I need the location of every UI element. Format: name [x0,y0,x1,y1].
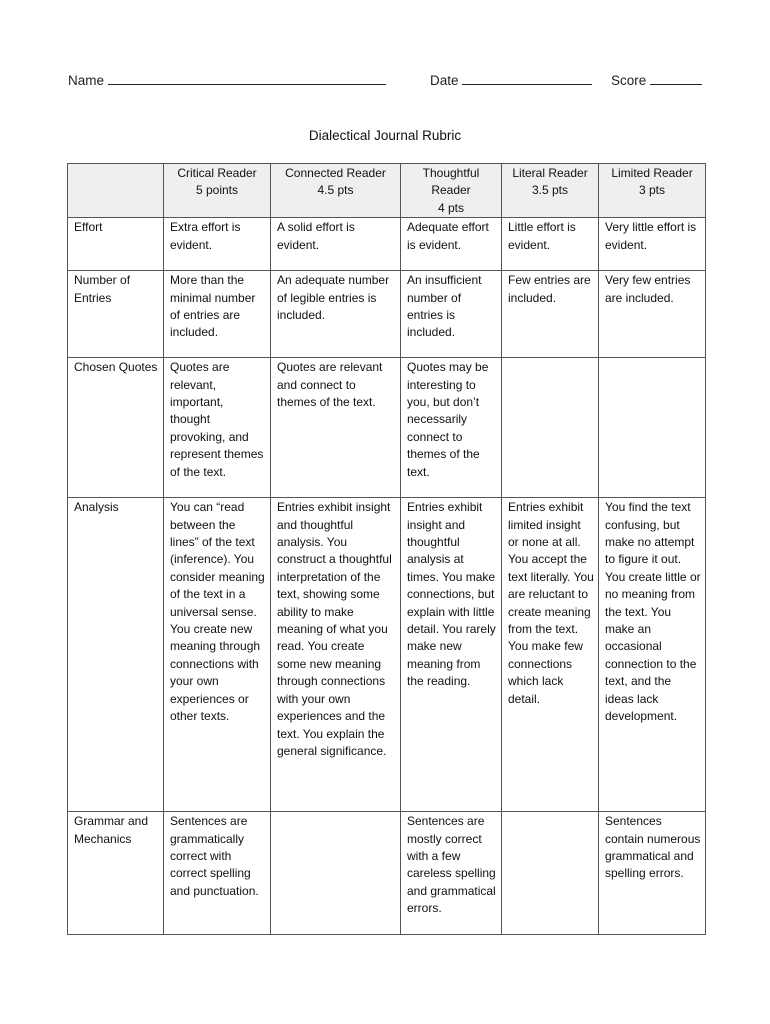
rubric-cell: A solid effort is evident. [271,218,401,271]
column-label: Critical Reader [177,166,257,180]
column-points: 3.5 pts [531,183,569,198]
column-points: 4 pts [437,200,464,215]
column-header-critical-reader [164,164,271,218]
criterion-cell: Grammar and Mechanics [68,812,164,935]
score-blank-line[interactable] [650,70,702,85]
rubric-cell: More than the minimal number of entries are included. [164,271,271,358]
criterion-cell: Effort [68,218,164,271]
column-header-limited-reader [599,164,706,218]
column-points: 4.5 pts [317,183,354,198]
column-label: Limited Reader [611,166,693,180]
name-blank-line[interactable] [108,70,386,85]
rubric-row-effort [68,218,706,271]
rubric-row-grammar-and-mechanics [68,812,706,935]
rubric-cell: Very few entries are included. [599,271,706,358]
column-points: 3 pts [638,183,665,198]
column-points: 5 points [195,183,239,198]
name-field[interactable] [68,70,386,88]
rubric-cell: Adequate effort is evident. [401,218,502,271]
rubric-table [67,163,706,935]
score-label: Score [611,73,647,88]
criterion-cell: Chosen Quotes [68,358,164,498]
rubric-cell: You can “read between the lines” of the text (inference). You consider meaning of the text in a universal sense. You create new meaning through connections with your own experiences or other texts. [164,498,271,812]
column-header-literal-reader [502,164,599,218]
rubric-row-chosen-quotes [68,358,706,498]
date-field[interactable] [430,70,592,88]
score-field[interactable] [611,70,702,88]
criterion-cell: Analysis [68,498,164,812]
rubric-cell [599,358,706,498]
rubric-title: Dialectical Journal Rubric [308,128,462,143]
rubric-cell: Sentences are grammatically correct with correct spelling and punctuation. [164,812,271,935]
rubric-cell: Quotes may be interesting to you, but don’t necessarily connect to themes of the text. [401,358,502,498]
column-label: Connected Reader [285,166,386,180]
column-label: Thoughtful Reader [422,166,480,198]
criterion-cell: Number of Entries [68,271,164,358]
rubric-cell: Entries exhibit limited insight or none at all. You accept the text literally. You are reluctant to create meaning from the text. You make few connections which lack detail. [502,498,599,812]
rubric-cell: Quotes are relevant and connect to themes of the text. [271,358,401,498]
rubric-cell: Quotes are relevant, important, thought provoking, and represent themes of the text. [164,358,271,498]
rubric-cell: Sentences are mostly correct with a few careless spelling and grammatical errors. [401,812,502,935]
rubric-cell [271,812,401,935]
rubric-cell: Very little effort is evident. [599,218,706,271]
date-label: Date [430,73,459,88]
rubric-cell [502,812,599,935]
rubric-header-row [68,164,706,218]
rubric-cell: Entries exhibit insight and thoughtful analysis. You construct a thoughtful interpretation of the text, showing some ability to make meaning of what you read. You create some new meaning through connections with your own experiences and the text. You explain the general significance. [271,498,401,812]
rubric-row-analysis [68,498,706,812]
rubric-cell: Entries exhibit insight and thoughtful analysis at times. You make connections, but explain with little detail. You rarely make new meaning from the reading. [401,498,502,812]
rubric-cell: You find the text confusing, but make no attempt to figure it out. You create little or no meaning from the text. You make an occasional connection to the text, and the ideas lack development. [599,498,706,812]
header-corner-cell [68,164,164,218]
rubric-cell [502,358,599,498]
column-label: Literal Reader [512,166,588,180]
column-header-connected-reader [271,164,401,218]
name-label: Name [68,73,105,88]
rubric-cell: Extra effort is evident. [164,218,271,271]
rubric-cell: Little effort is evident. [502,218,599,271]
date-blank-line[interactable] [462,70,592,85]
rubric-cell: An insufficient number of entries is included. [401,271,502,358]
column-header-thoughtful-reader [401,164,502,218]
rubric-cell: An adequate number of legible entries is included. [271,271,401,358]
rubric-cell: Sentences contain numerous grammatical and spelling errors. [599,812,706,935]
rubric-row-number-of-entries [68,271,706,358]
rubric-cell: Few entries are included. [502,271,599,358]
